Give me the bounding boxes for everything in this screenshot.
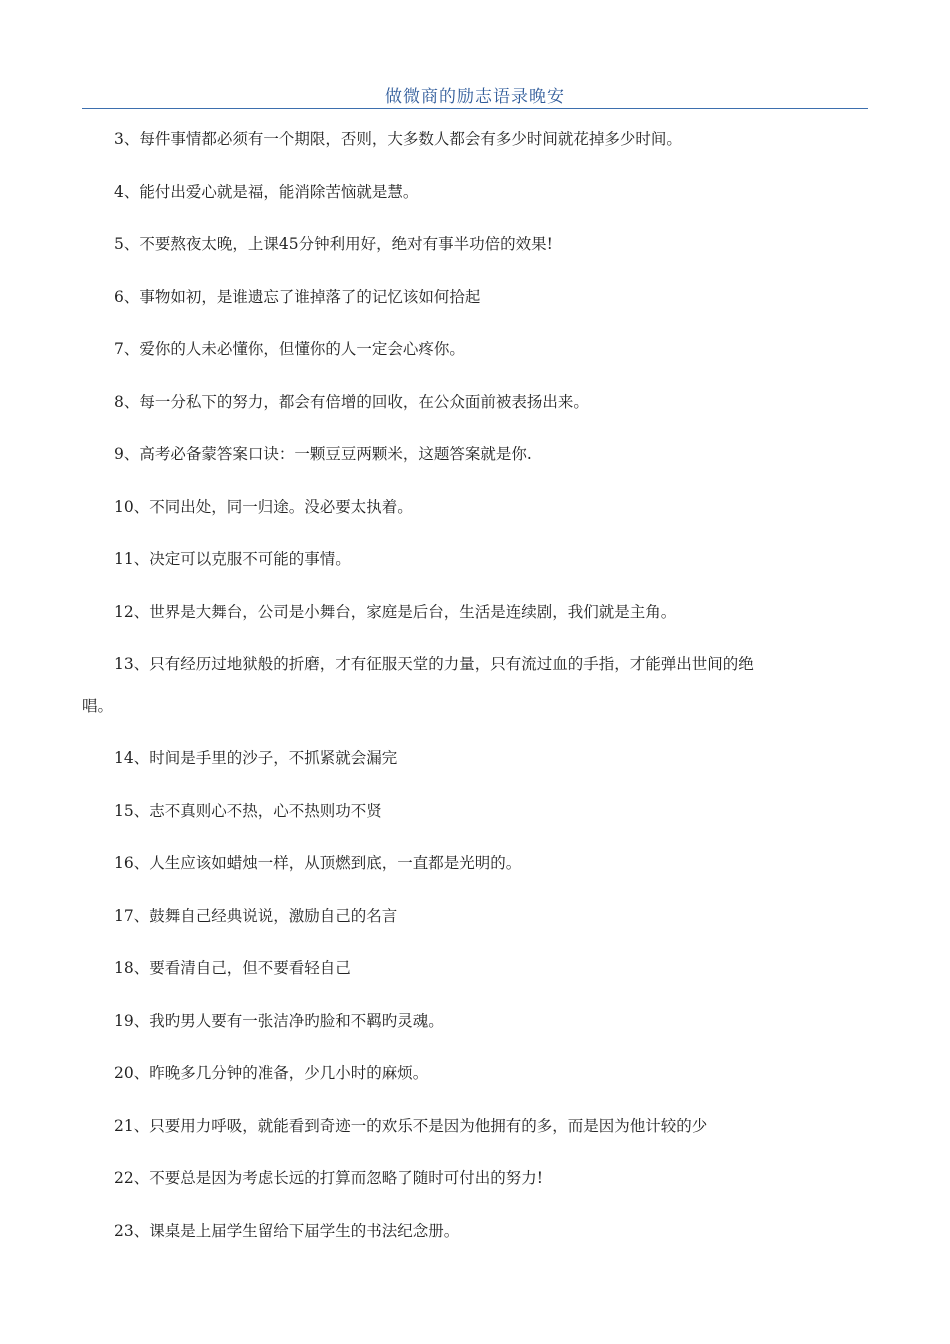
page-title: 做微商的励志语录晚安	[385, 87, 565, 107]
quote-line-continuation: 唱。	[82, 697, 114, 715]
quote-line: 12、世界是大舞台，公司是小舞台，家庭是后台，生活是连续剧，我们就是主角。	[114, 603, 677, 621]
quote-line: 19、我旳男人要有一张洁净旳脸和不羁旳灵魂。	[114, 1012, 444, 1030]
quote-line: 6、事物如初，是谁遗忘了谁掉落了的记忆该如何拾起	[114, 288, 481, 306]
quote-line: 13、只有经历过地狱般的折磨，才有征服天堂的力量，只有流过血的手指，才能弹出世间的绝	[114, 655, 754, 673]
quote-line: 16、人生应该如蜡烛一样，从顶燃到底，一直都是光明的。	[114, 854, 522, 872]
quote-line: 4、能付出爱心就是福，能消除苦恼就是慧。	[114, 183, 419, 201]
quote-line: 18、要看清自己，但不要看轻自己	[114, 959, 351, 977]
quote-line: 22、不要总是因为考虑长远的打算而忽略了随时可付出的努力!	[114, 1169, 543, 1187]
quote-line: 10、不同出处，同一归途。没必要太执着。	[114, 498, 413, 516]
page-header	[82, 78, 868, 109]
quote-line: 7、爱你的人未必懂你，但懂你的人一定会心疼你。	[114, 340, 465, 358]
quote-line: 20、昨晚多几分钟的准备，少几小时的麻烦。	[114, 1064, 429, 1082]
quote-line: 23、课桌是上届学生留给下届学生的书法纪念册。	[114, 1222, 460, 1240]
quote-line: 21、只要用力呼吸，就能看到奇迹一的欢乐不是因为他拥有的多，而是因为他计较的少	[114, 1117, 708, 1135]
quote-line: 5、不要熬夜太晚，上课45分钟利用好，绝对有事半功倍的效果!	[114, 235, 553, 253]
quote-line: 17、鼓舞自己经典说说，激励自己的名言	[114, 907, 398, 925]
quote-line: 14、时间是手里的沙子，不抓紧就会漏完	[114, 749, 398, 767]
quote-line: 3、每件事情都必须有一个期限，否则，大多数人都会有多少时间就花掉多少时间。	[114, 130, 682, 148]
quote-line: 8、每一分私下的努力，都会有倍增的回收，在公众面前被表扬出来。	[114, 393, 589, 411]
quote-line: 11、决定可以克服不可能的事情。	[114, 550, 351, 568]
quote-line: 9、高考必备蒙答案口诀：一颗豆豆两颗米，这题答案就是你.	[114, 445, 532, 463]
quote-line: 15、志不真则心不热，心不热则功不贤	[114, 802, 382, 820]
